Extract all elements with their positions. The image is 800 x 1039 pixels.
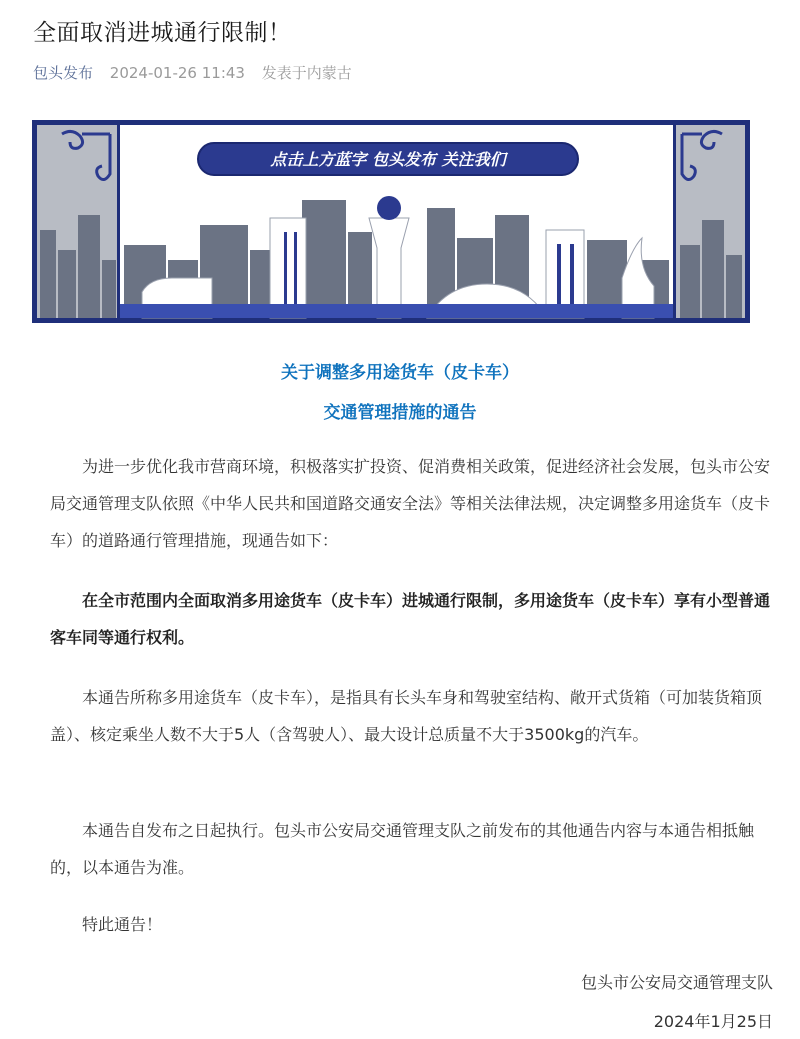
notice-paragraph-effective: 本通告自发布之日起执行。包头市公安局交通管理支队之前发布的其他通告内容与本通告相抵触的，以本通告为准。 [50, 821, 755, 877]
banner-slogan: 点击上方蓝字 包头发布 关注我们 [270, 150, 506, 169]
notice-paragraph-intro: 为进一步优化我市营商环境，积极落实扩投资、促消费相关政策，促进经济社会发展，包头市公安局交通管理支队依照《中华人民共和国道路交通安全法》等相关法律法规，决定调整多用途货车（皮卡车）的道路通行管理措施，现通告如下： [50, 457, 771, 550]
notice-paragraph-main-rule: 在全市范围内全面取消多用途货车（皮卡车）进城通行限制，多用途货车（皮卡车）享有小型普通客车同等通行权利。 [50, 591, 771, 647]
publish-datetime: 2024-01-26 11:43 [109, 64, 245, 82]
article-title: 全面取消进城通行限制！ [33, 20, 292, 46]
notice-date: 2024年1月25日 [653, 1012, 773, 1031]
notice-paragraph-definition: 本通告所称多用途货车（皮卡车），是指具有长头车身和驾驶室结构、敞开式货箱（可加装货箱顶盖）、核定乘坐人数不大于5人（含驾驶人）、最大设计总质量不大于3500kg的汽车。 [50, 688, 763, 744]
notice-heading-line1: 关于调整多用途货车（皮卡车） [281, 363, 519, 383]
publish-location: 发表于内蒙古 [261, 64, 352, 82]
article-meta [33, 62, 352, 83]
follow-banner-image[interactable] [32, 120, 750, 323]
notice-heading-line2: 交通管理措施的通告 [323, 403, 477, 423]
account-name-link[interactable]: 包头发布 [33, 64, 94, 82]
ground-strip [120, 304, 673, 318]
notice-signature: 包头市公安局交通管理支队 [580, 973, 773, 992]
notice-paragraph-closing: 特此通告！ [82, 915, 163, 934]
